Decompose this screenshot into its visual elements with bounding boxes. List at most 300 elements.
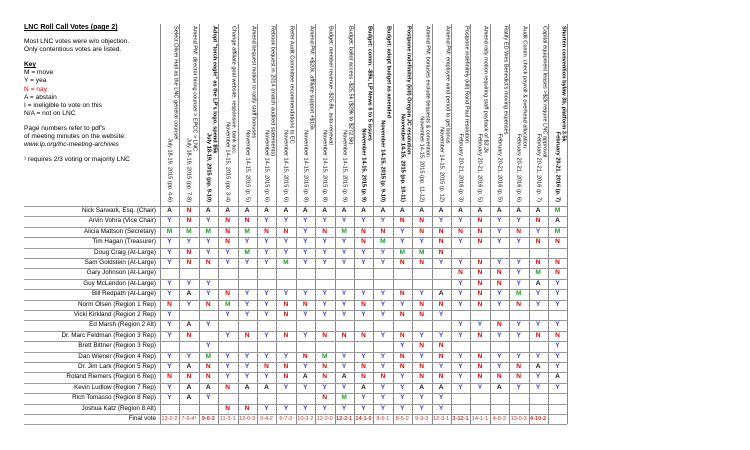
member-name: Brett Bittner (Region 3 Rep)	[78, 342, 156, 350]
vote-cell: Y	[322, 259, 327, 266]
vote-cell: Y	[244, 363, 250, 370]
vote-cell: N	[322, 363, 328, 370]
vote-cell: Y	[458, 352, 463, 360]
final-vote-tally: 7-6-4¹	[181, 416, 197, 422]
vote-cell: N	[186, 373, 192, 381]
vote-cell: A	[205, 207, 211, 214]
vote-cell: Y	[535, 227, 541, 235]
vote-cell: Y	[361, 290, 366, 298]
vote-cell: Y	[341, 300, 347, 308]
vote-cell: Y	[516, 238, 521, 246]
motion-header	[451, 24, 470, 206]
motion-title: Amend bequest motion to ratify staff bonuses	[249, 26, 256, 139]
intro-line-2: Only contentious votes are listed.	[24, 46, 122, 54]
member-name: Tim Hagan (Treasurer)	[92, 238, 156, 246]
vote-cell: Y	[225, 352, 230, 360]
vote-cell: Y	[516, 269, 521, 277]
motion-header	[393, 24, 412, 206]
member-name: Nick Sarwark, Esq. (Chair)	[81, 207, 156, 214]
vote-cell: Y	[497, 363, 502, 370]
vote-cell: Y	[555, 290, 560, 298]
key-heading: Key	[24, 61, 37, 69]
vote-cell: M	[341, 227, 347, 235]
vote-cell: A	[380, 207, 386, 214]
vote-cell: N	[244, 331, 250, 339]
vote-cell: N	[399, 217, 405, 225]
page-ref-2: of meeting minutes on the website:	[24, 133, 126, 141]
vote-cell: Y	[167, 248, 172, 256]
vote-cell: A	[516, 207, 522, 214]
vote-cell: A	[186, 290, 192, 298]
vote-cell: N	[496, 373, 502, 381]
vote-cell: N	[283, 331, 289, 339]
vote-cell: Y	[303, 238, 308, 246]
vote-cell: Y	[244, 259, 250, 266]
vote-cell: M	[186, 227, 192, 235]
vote-cell: N	[264, 227, 269, 235]
motion-title: Refer Audit Committee recommendations to EC	[288, 26, 295, 144]
final-vote-tally: 12-0-3	[239, 416, 256, 422]
vote-cell: N	[477, 269, 483, 277]
vote-cell: Y	[303, 259, 308, 266]
vote-cell: N	[283, 227, 289, 235]
vote-cell: M	[224, 300, 231, 308]
vote-cell: N	[302, 300, 308, 308]
member-name: Arvin Vohra (Vice Chair)	[88, 217, 156, 225]
vote-cell: N	[205, 363, 211, 370]
vote-cell: A	[555, 373, 560, 381]
vote-cell: Y	[322, 238, 327, 246]
vote-cell: N	[205, 259, 211, 266]
vote-cell: N	[283, 300, 289, 308]
vote-cell: Y	[380, 300, 386, 308]
vote-cell: Y	[438, 217, 444, 225]
vote-cell: N	[283, 311, 289, 318]
vote-cell: N	[244, 404, 250, 412]
vote-cell: Y	[361, 404, 366, 412]
vote-cell: A	[399, 207, 405, 214]
vote-cell: A	[322, 207, 328, 214]
vote-cell: A	[419, 207, 425, 214]
vote-cell: N	[477, 300, 483, 308]
final-vote-tally: 4-10-2	[530, 416, 547, 422]
vote-cell: Y	[380, 217, 386, 225]
member-name: Gary Johnson (At-Large)	[86, 269, 156, 277]
vote-cell: Y	[244, 290, 250, 298]
vote-cell: N	[496, 279, 502, 287]
vote-cell: Y	[303, 331, 308, 339]
vote-cell: Y	[264, 311, 269, 318]
vote-cell: N	[419, 227, 425, 235]
final-vote-tally: 6-7-2	[279, 416, 293, 422]
vote-cell: N	[361, 227, 366, 235]
vote-cell: Y	[516, 331, 521, 339]
final-vote-label: Final vote	[128, 415, 156, 422]
vote-cell: Y	[225, 363, 230, 370]
column-divider	[567, 24, 568, 424]
vote-cell: Y	[458, 279, 463, 287]
vote-cell: N	[361, 363, 366, 370]
vote-cell: A	[477, 207, 483, 214]
vote-cell: N	[438, 227, 444, 235]
vote-cell: Y	[206, 248, 211, 256]
motion-title: Adopt "torch eagle" as the LP's logo, spend $5k	[211, 26, 218, 154]
vote-cell: Y	[225, 259, 230, 266]
vote-cell: Y	[283, 290, 289, 298]
vote-cell: N	[438, 373, 444, 381]
motion-date: February 20-21, 2016 (p. 6)	[515, 133, 522, 202]
vote-cell: Y	[380, 352, 386, 360]
vote-cell: N	[283, 373, 289, 381]
vote-cell: M	[283, 259, 289, 266]
vote-cell: A	[167, 207, 172, 214]
row-divider	[24, 424, 567, 425]
vote-cell: N	[399, 352, 405, 360]
motion-header	[529, 24, 548, 206]
vote-cell: N	[419, 373, 425, 381]
final-vote-tally: 3-12-1	[452, 416, 469, 422]
vote-cell: Y	[497, 290, 502, 298]
vote-cell: Y	[167, 352, 172, 360]
vote-cell: Y	[419, 404, 424, 412]
vote-cell: Y	[264, 259, 269, 266]
member-name: Norm Olsen (Region 1 Rep)	[77, 300, 156, 308]
vote-cell: Y	[167, 394, 172, 402]
member-name: Vicki Kirkland (Region 2 Rep)	[73, 311, 156, 318]
vote-cell: Y	[283, 404, 289, 412]
motion-date: November 14-15, 2015 (p. 9)	[340, 130, 347, 202]
final-vote-tally: 8-6-1	[376, 416, 390, 422]
motion-date: November 14-15, 2015 (pp. 3-4)	[224, 122, 231, 202]
motion-header	[373, 24, 392, 206]
vote-cell: A	[302, 207, 308, 214]
vote-cell: Y	[283, 238, 289, 246]
vote-cell: N	[555, 259, 560, 266]
vote-cell: Y	[167, 321, 172, 329]
vote-cell: Y	[516, 383, 521, 391]
member-name: Dr. Jim Lark (Region 5 Rep)	[77, 363, 156, 370]
vote-cell: Y	[341, 238, 347, 246]
vote-cell: Y	[303, 311, 308, 318]
vote-cell: Y	[186, 279, 192, 287]
vote-cell: Y	[400, 227, 405, 235]
vote-cell: Y	[264, 404, 269, 412]
vote-cell: N	[302, 352, 308, 360]
vote-cell: Y	[206, 279, 211, 287]
vote-cell: Y	[244, 311, 250, 318]
vote-cell: Y	[206, 290, 211, 298]
motion-header	[315, 24, 334, 206]
vote-cell: N	[205, 373, 211, 381]
vote-cell: Y	[400, 373, 405, 381]
vote-cell: N	[283, 363, 289, 370]
vote-cell: Y	[380, 290, 386, 298]
final-vote-tally: 11-3-1	[219, 416, 236, 422]
vote-cell: M	[515, 290, 522, 298]
vote-cell: A	[186, 383, 192, 391]
vote-cell: A	[535, 279, 541, 287]
final-vote-tally: 14-1-1	[471, 416, 488, 422]
vote-cell: Y	[225, 331, 230, 339]
vote-cell: N	[322, 394, 328, 402]
vote-cell: N	[186, 259, 192, 266]
vote-cell: N	[225, 217, 231, 225]
page-ref-url: www.lp.org/lnc-meeting-archives	[24, 141, 119, 149]
vote-cell: N	[186, 217, 192, 225]
member-name: Roland Riemers (Region 6 Rep)	[66, 373, 156, 381]
vote-cell: Y	[555, 363, 560, 370]
vote-cell: A	[264, 207, 269, 214]
vote-cell: M	[399, 248, 406, 256]
vote-cell: M	[341, 394, 347, 402]
vote-cell: Y	[206, 394, 211, 402]
vote-cell: Y	[225, 373, 230, 381]
final-vote-tally: 9-3-3	[415, 416, 429, 422]
motion-header	[432, 24, 451, 206]
vote-cell: N	[399, 259, 405, 266]
vote-cell: M	[321, 352, 328, 360]
member-name: Dr. Marc Feldman (Region 3 Rep)	[61, 331, 156, 339]
member-name: Sam Goldstein (At-Large)	[84, 259, 156, 266]
vote-cell: Y	[283, 248, 289, 256]
vote-cell: N	[438, 352, 444, 360]
vote-cell: Y	[497, 331, 502, 339]
footnote: ¹ requires 2/3 voting or majority LNC	[24, 156, 130, 164]
vote-cell: Y	[167, 363, 172, 370]
motion-header	[238, 24, 257, 206]
vote-cell: Y	[244, 300, 250, 308]
vote-cell: A	[283, 207, 289, 214]
motion-date: November 14-15, 2015 (p. 6)	[263, 130, 270, 202]
vote-cell: A	[186, 363, 192, 370]
final-vote-tally: 9-6-2	[201, 416, 215, 422]
vote-cell: M	[535, 269, 541, 277]
vote-cell: N	[419, 217, 425, 225]
vote-cell: Y	[380, 331, 386, 339]
motion-header	[548, 24, 567, 206]
vote-cell: Y	[380, 404, 386, 412]
vote-cell: N	[399, 311, 405, 318]
vote-cell: Y	[341, 248, 347, 256]
vote-cell: Y	[341, 363, 347, 370]
vote-cell: Y	[380, 383, 386, 391]
vote-cell: N	[477, 331, 483, 339]
member-name: Ed Marsh (Region 2 Alt)	[89, 321, 156, 329]
vote-cell: N	[477, 279, 483, 287]
vote-cell: Y	[341, 311, 347, 318]
vote-cell: Y	[438, 331, 444, 339]
vote-cell: A	[496, 383, 502, 391]
vote-cell: Y	[303, 290, 308, 298]
vote-cell: Y	[322, 290, 327, 298]
vote-cell: Y	[497, 217, 502, 225]
vote-cell: A	[186, 321, 192, 329]
vote-cell: Y	[419, 238, 424, 246]
vote-cell: Y	[516, 352, 521, 360]
vote-cell: M	[380, 238, 386, 246]
final-vote-tally: 12-2-1	[336, 416, 353, 422]
motion-title: Rebook bequest in 2014 (match audited statements)	[269, 26, 276, 156]
vote-cell: N	[477, 227, 483, 235]
vote-cell: Y	[283, 352, 289, 360]
vote-cell: Y	[264, 238, 269, 246]
vote-cell: M	[166, 227, 173, 235]
member-name: Joshua Katz (Region 8 Alt)	[81, 404, 156, 412]
vote-cell: A	[205, 383, 211, 391]
motion-title: Amend PM: director hiring counsel > EPCC > LNC	[191, 26, 198, 151]
vote-cell: Y	[438, 394, 444, 402]
vote-cell: Y	[322, 404, 327, 412]
vote-cell: Y	[419, 290, 424, 298]
vote-cell: N	[380, 227, 386, 235]
vote-cell: N	[555, 238, 560, 246]
motion-header	[490, 24, 509, 206]
vote-cell: Y	[497, 238, 502, 246]
vote-cell: A	[438, 383, 444, 391]
vote-cell: Y	[341, 290, 347, 298]
vote-cell: Y	[458, 321, 463, 329]
vote-cell: N	[477, 373, 483, 381]
motion-header	[199, 24, 218, 206]
motion-date: November 14-15, 2015 (p. 8)	[302, 130, 309, 202]
vote-cell: Y	[264, 290, 269, 298]
vote-cell: N	[438, 248, 444, 256]
vote-cell: Y	[206, 342, 211, 350]
vote-cell: Y	[341, 217, 347, 225]
vote-cell: Y	[400, 238, 405, 246]
vote-cell: N	[225, 404, 231, 412]
vote-cell: N	[322, 373, 328, 381]
key-nay: N = nay	[24, 85, 47, 93]
vote-cell: N	[225, 227, 231, 235]
vote-cell: N	[458, 269, 463, 277]
vote-cell: Y	[361, 311, 366, 318]
vote-cell: A	[361, 207, 366, 214]
vote-cell: M	[244, 248, 250, 256]
vote-cell: Y	[264, 248, 269, 256]
vote-cell: Y	[264, 217, 269, 225]
vote-cell: Y	[264, 331, 269, 339]
vote-cell: Y	[400, 383, 405, 391]
vote-cell: N	[225, 383, 231, 391]
vote-cell: Y	[303, 383, 308, 391]
vote-cell: Y	[322, 300, 327, 308]
vote-cell: N	[438, 342, 444, 350]
vote-cell: N	[516, 373, 522, 381]
vote-cell: Y	[186, 300, 192, 308]
member-name: Doug Craig (At-Large)	[94, 248, 156, 256]
vote-cell: Y	[516, 321, 521, 329]
motion-title: Budget: comm. -$9k, LP News 6 to 5 issues	[366, 26, 373, 141]
vote-cell: A	[419, 383, 425, 391]
vote-cell: N	[496, 269, 502, 277]
motion-date: November 14-15, 2015 (pp. 10-11)	[399, 114, 406, 202]
vote-cell: Y	[322, 217, 327, 225]
vote-cell: Y	[341, 259, 347, 266]
vote-cell: M	[205, 227, 212, 235]
vote-cell: N	[361, 238, 366, 246]
motion-header	[470, 24, 489, 206]
page-ref-1: Page numbers refer to pdf's	[24, 124, 106, 132]
vote-cell: N	[477, 238, 483, 246]
vote-cell: Y	[244, 352, 250, 360]
member-name: Alicia Mattson (Secretary)	[83, 227, 156, 235]
motion-date: July 18-19, 2015 (pp. 9-10)	[205, 132, 212, 202]
vote-cell: M	[205, 352, 212, 360]
vote-cell: Y	[264, 352, 269, 360]
vote-cell: N	[167, 300, 172, 308]
motion-header	[179, 24, 198, 206]
vote-cell: Y	[264, 300, 269, 308]
vote-cell: N	[361, 331, 366, 339]
vote-cell: Y	[458, 300, 463, 308]
motion-header	[160, 24, 179, 206]
vote-cell: Y	[535, 321, 541, 329]
vote-cell: Y	[497, 352, 502, 360]
vote-cell: Y	[361, 217, 366, 225]
vote-cell: N	[535, 259, 541, 266]
vote-cell: Y	[497, 300, 502, 308]
vote-cell: Y	[400, 404, 405, 412]
vote-cell: Y	[244, 238, 250, 246]
vote-cell: Y	[419, 352, 424, 360]
vote-cell: Y	[458, 373, 463, 381]
vote-cell: A	[535, 207, 541, 214]
motion-date: November 14-15, 2015 (p. 8)	[321, 130, 328, 202]
vote-cell: N	[458, 227, 463, 235]
vote-cell: Y	[497, 259, 502, 266]
vote-cell: Y	[458, 383, 463, 391]
vote-cell: Y	[458, 238, 463, 246]
vote-cell: Y	[283, 383, 289, 391]
vote-cell: Y	[555, 279, 560, 287]
motion-date: November 14-15, 2015 (p. 12)	[437, 127, 444, 202]
notes-panel	[24, 24, 156, 164]
motion-title: Budget: member revenue -$25.8k, auto-renewal	[327, 26, 334, 145]
vote-cell: N	[535, 238, 541, 246]
vote-cell: N	[399, 363, 405, 370]
vote-cell: Y	[361, 259, 366, 266]
vote-cell: N	[419, 342, 425, 350]
vote-cell: N	[380, 373, 386, 381]
vote-cell: M	[418, 248, 425, 256]
vote-cell: Y	[322, 311, 327, 318]
vote-cell: Y	[535, 290, 541, 298]
motion-title: Postpone indefinitely (kill) Rand Paul resolution	[463, 26, 470, 143]
final-vote-tally: 13-0-3	[510, 416, 527, 422]
vote-cell: A	[244, 207, 250, 214]
final-vote-tally: 4-8-3	[492, 416, 506, 422]
vote-cell: N	[419, 259, 425, 266]
key-ineligible: I = ineligible to vote on this	[24, 101, 102, 109]
key-abstain: A = abstain	[24, 93, 57, 101]
motion-title: Budget: ballot access -$25.5k ($29k to $272.5k)	[346, 26, 353, 145]
vote-cell: N	[322, 331, 328, 339]
key-move: M = move	[24, 69, 54, 77]
vote-cell: Y	[206, 238, 211, 246]
member-name: Dan Wiener (Region 4 Rep)	[78, 352, 156, 360]
motion-title: Ratify ED Wes Benedict's moving expenses	[502, 26, 509, 135]
vote-cell: N	[361, 373, 366, 381]
motion-header	[412, 24, 431, 206]
vote-cell: Y	[361, 394, 366, 402]
motion-date: November 14-15, 2015 (pp. 11-12)	[418, 116, 425, 202]
vote-cell: Y	[458, 331, 463, 339]
vote-cell: N	[361, 300, 366, 308]
vote-cell: A	[458, 207, 463, 214]
motion-date: February 20-21, 2016 (p. 5)	[496, 133, 503, 202]
vote-cell: Y	[380, 311, 386, 318]
